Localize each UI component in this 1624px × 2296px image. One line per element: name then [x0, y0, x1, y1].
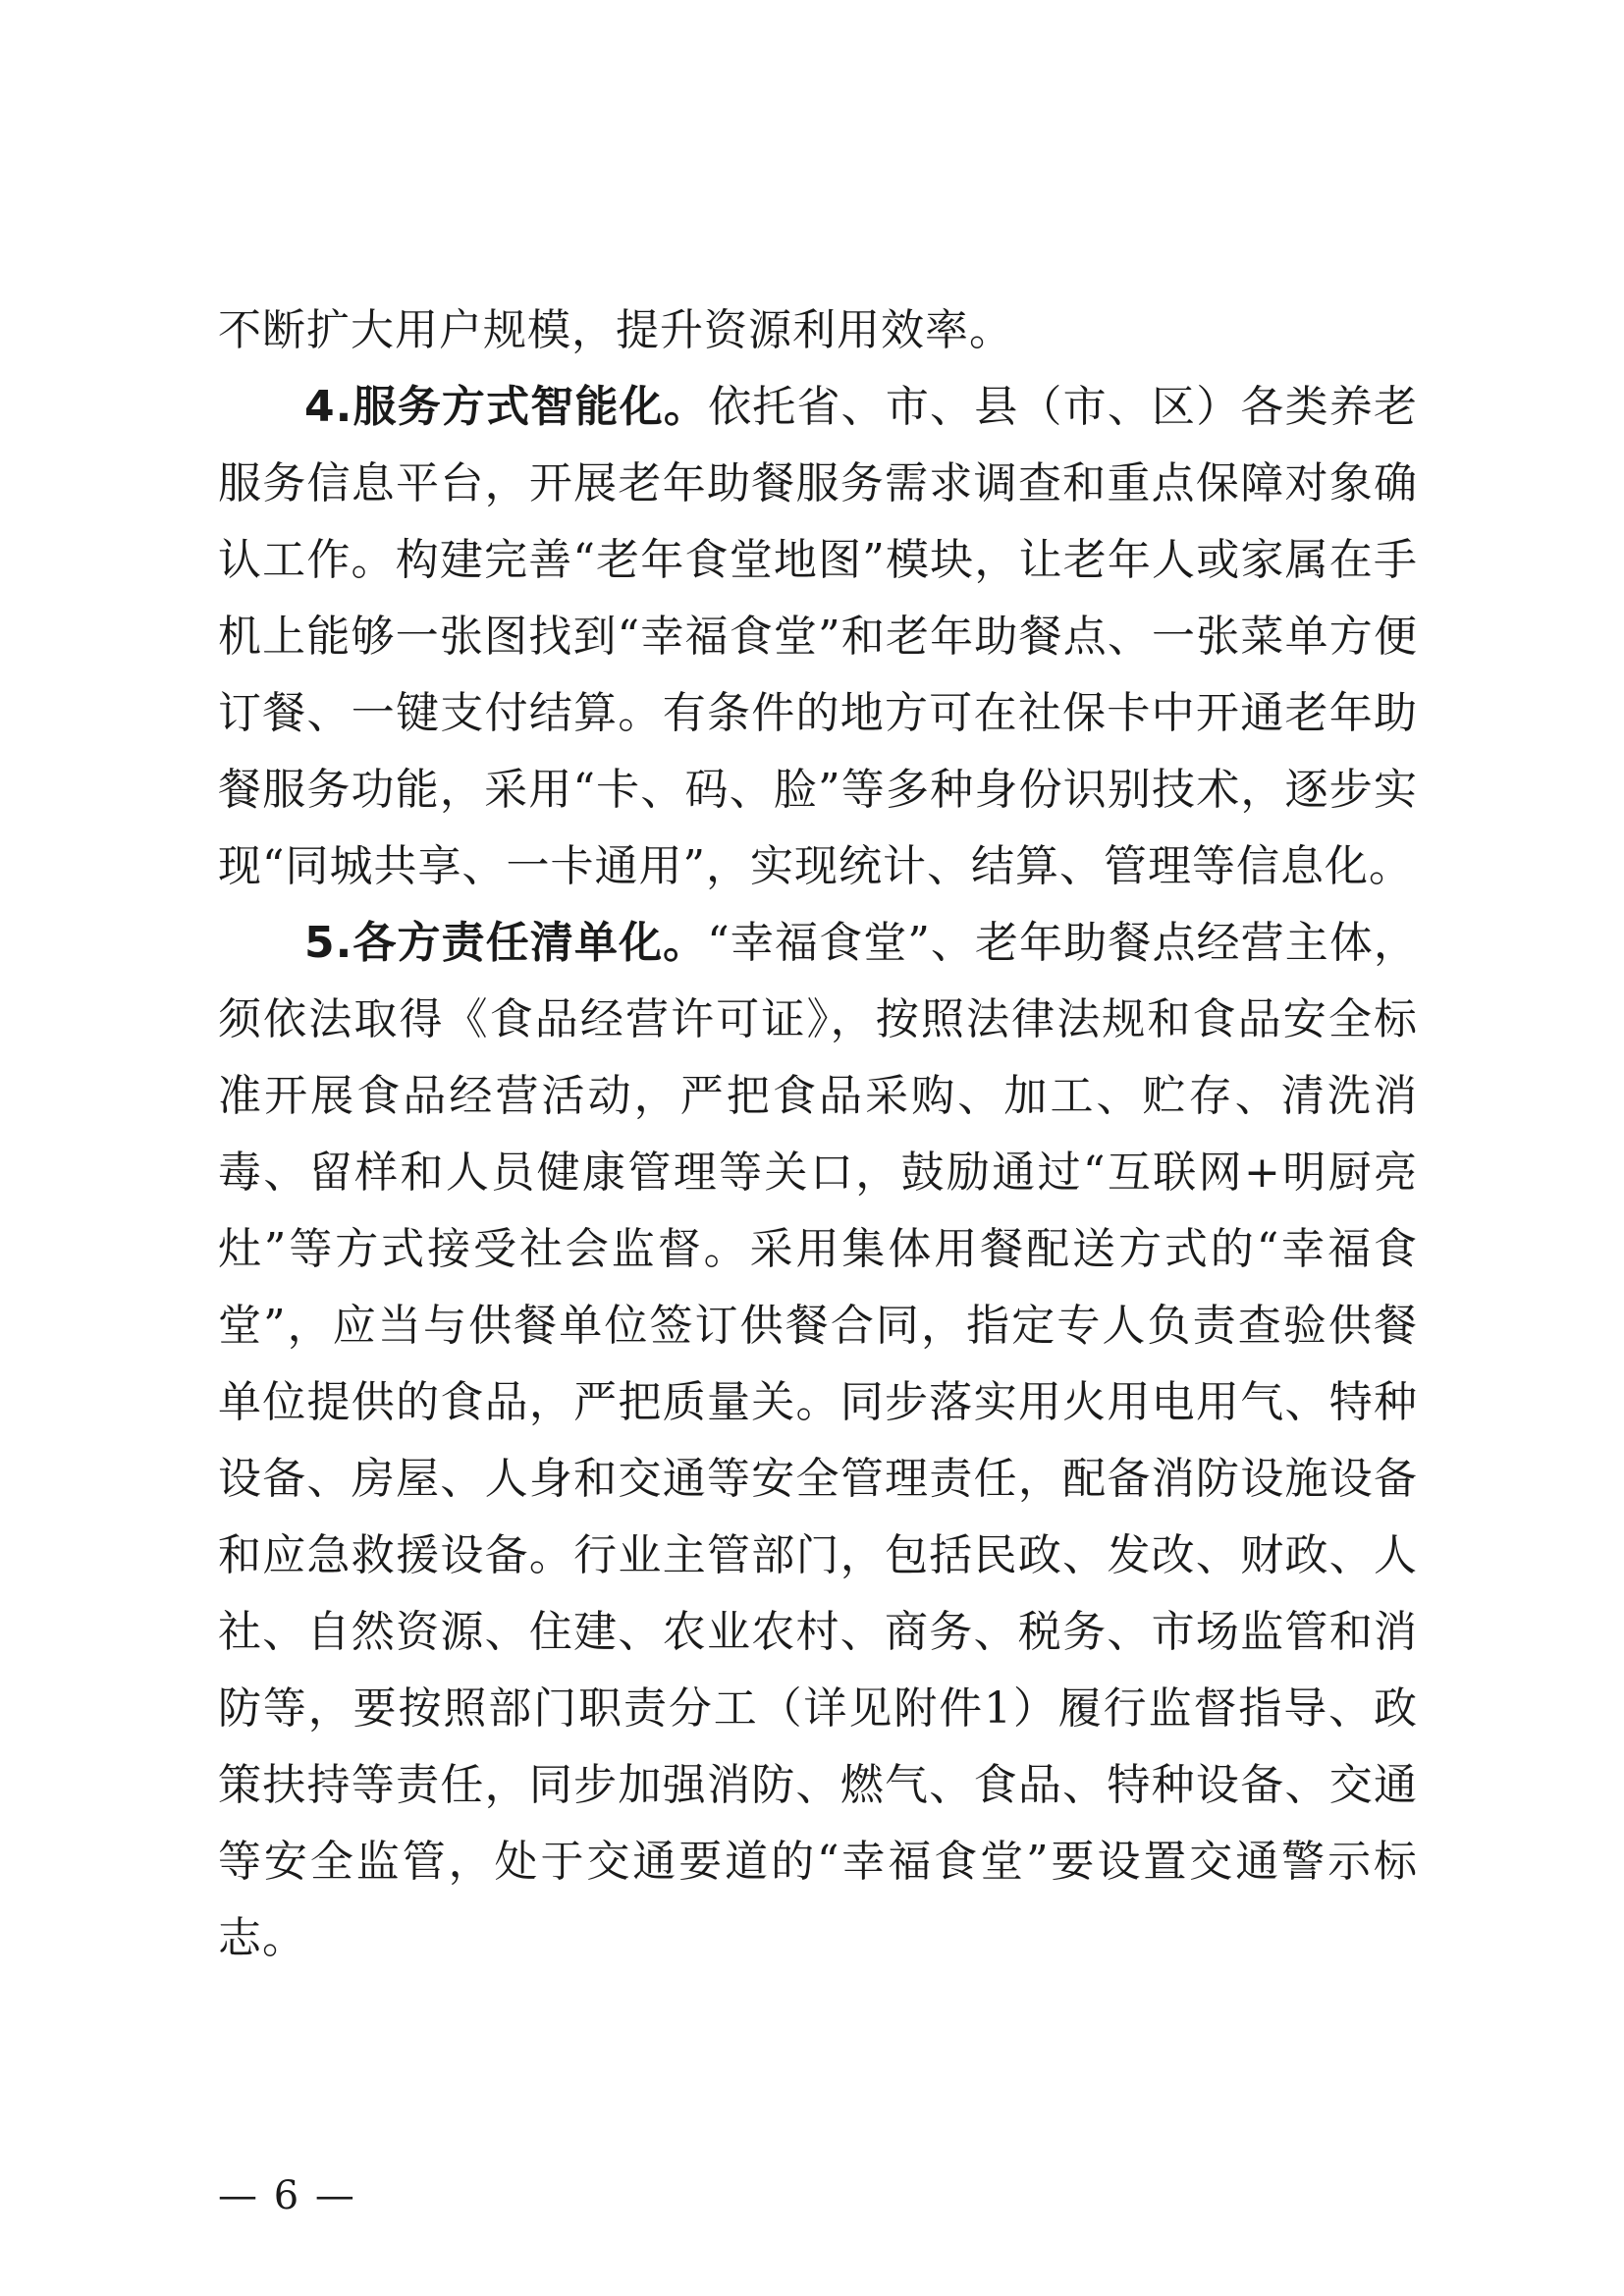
paragraph-text: 依托省、市、县（市、区）各类养老服务信息平台，开展老年助餐服务需求调查和重点保障对象确认工作。构建完善“老年食堂地图”模块，让老年人或家属在手机上能够一张图找到“幸福食堂”和老年助餐点、一张菜单方便订餐、一键支付结算。有条件的地方可在社保卡中开通老年助餐服务功能，采用“卡、码、脸”等多种身份识别技术，逐步实现“同城共享、一卡通用”，实现统计、结算、管理等信息化。 — [218, 382, 1418, 891]
paragraph-text: “幸福食堂”、老年助餐点经营主体，须依法取得《食品经营许可证》，按照法律法规和食品安全标准开展食品经营活动，严把食品采购、加工、贮存、清洗消毒、留样和人员健康管理等关口，鼓励通过“互联网+明厨亮灶”等方式接受社会监督。采用集体用餐配送方式的“幸福食堂”，应当与供餐单位签订供餐合同，指定专人负责查验供餐单位提供的食品，严把质量关。同步落实用火用电用气、特种设备、房屋、人身和交通等安全管理责任，配备消防设施设备和应急救援设备。行业主管部门，包括民政、发改、财政、人社、自然资源、住建、农业农村、商务、税务、市场监管和消防等，要按照部门职责分工（详见附件1）履行监督指导、政策扶持等责任，同步加强消防、燃气、食品、特种设备、交通等安全监管，处于交通要道的“幸福食堂”要设置交通警示标志。 — [218, 918, 1418, 1963]
paragraph-heading: 5.各方责任清单化。 — [304, 918, 708, 968]
page-number: — 6 — — [218, 2173, 356, 2218]
paragraph-responsibility-list — [218, 905, 1418, 1977]
paragraph-heading: 4.服务方式智能化。 — [304, 382, 709, 432]
paragraph-continuation — [218, 293, 1418, 369]
paragraph-service-intelligence — [218, 369, 1418, 905]
page-body — [218, 293, 1418, 1977]
paragraph-text: 不断扩大用户规模，提升资源利用效率。 — [218, 305, 1013, 355]
